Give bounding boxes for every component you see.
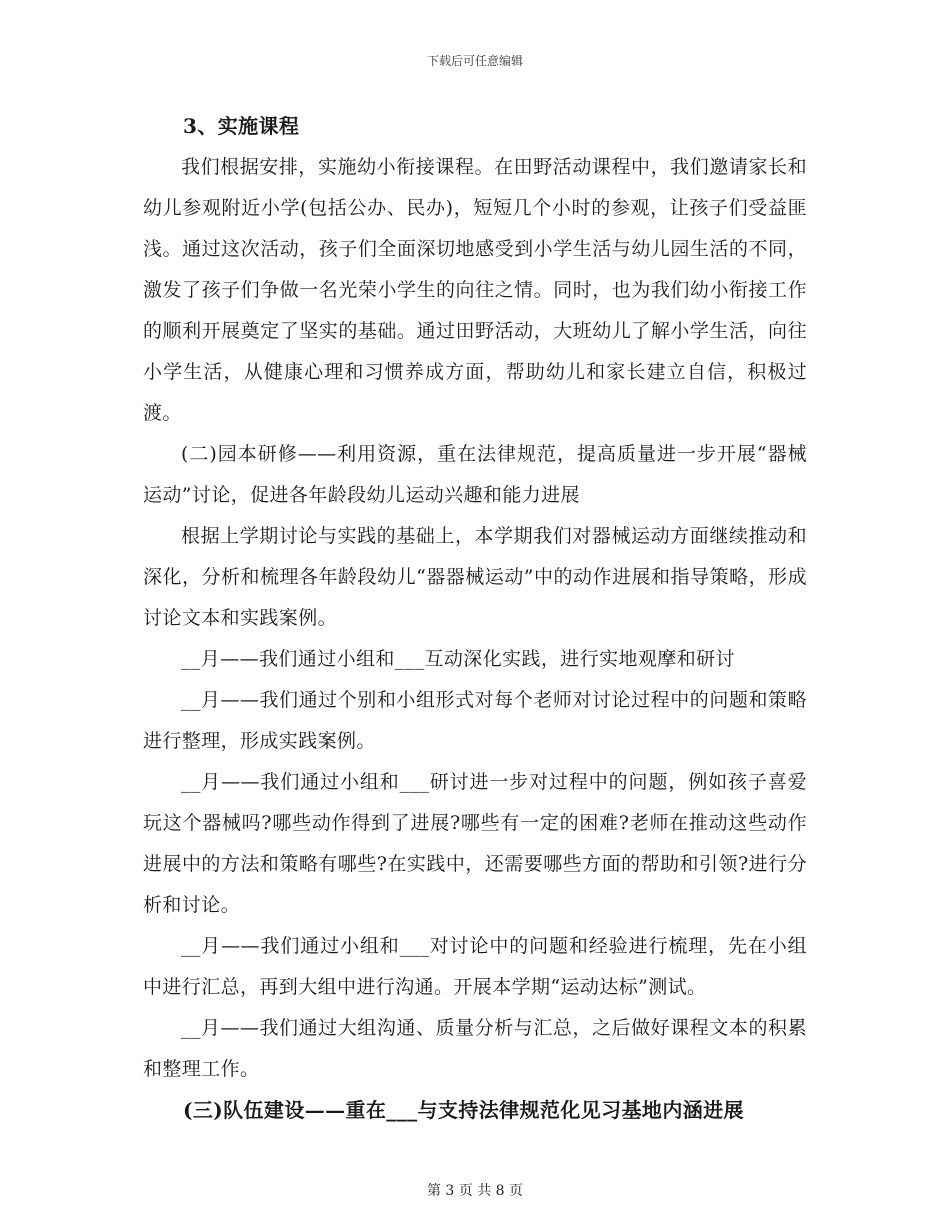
paragraph-month-5: __月——我们通过大组沟通、质量分析与汇总，之后做好课程文本的积累和整理工作。 [143,1017,807,1080]
paragraph-month-1: __月——我们通过小组和___互动深化实践，进行实地观摩和研讨 [181,648,735,670]
paragraph-month-3: __月——我们通过小组和___研讨进一步对过程中的问题，例如孩子喜爱玩这个器械吗?哪些动作得到了进展?哪些有一定的困难?老师在推动这些动作进展中的方法和策略有哪些?在实践中，还需要哪些方面的帮助和引领?进行分析和讨论。 [143,771,807,916]
paragraph-month-2: __月——我们通过个别和小组形式对每个老师对讨论过程中的问题和策略进行整理，形成实践案例。 [143,689,807,752]
section-heading-implement-course: 3、实施课程 [183,114,300,138]
paragraph-research-intro: 根据上学期讨论与实践的基础上，本学期我们对器械运动方面继续推动和深化，分析和梳理各年龄段幼儿“器器械运动”中的动作进展和指导策略，形成讨论文本和实践案例。 [143,525,807,629]
page-number-footer: 第 3 页 共 8 页 [426,1183,524,1199]
paragraph-research-heading: (二)园本研修——利用资源，重在法律规范，提高质量进一步开展“器械运动”讨论，促进各年龄段幼儿运动兴趣和能力进展 [143,443,807,506]
paragraph-course-implementation: 我们根据安排，实施幼小衔接课程。在田野活动课程中，我们邀请家长和幼儿参观附近小学(包括公办、民办)，短短几个小时的参观，让孩子们受益匪浅。通过这次活动，孩子们全面深切地感受到小学生活与幼儿园生活的不同，激发了孩子们争做一名光荣小学生的向往之情。同时，也为我们幼小衔接工作的顺利开展奠定了坚实的基础。通过田野活动，大班幼儿了解小学生活，向往小学生活，从健康心理和习惯养成方面，帮助幼儿和家长建立自信，积极过渡。 [143,156,807,424]
document-body [143,106,807,1131]
paragraph-month-4: __月——我们通过小组和___对讨论中的问题和经验进行梳理，先在小组中进行汇总，再到大组中进行沟通。开展本学期“运动达标”测试。 [143,935,807,998]
page-header-note: 下载后可任意编辑 [426,54,523,68]
section-heading-team-building: (三)队伍建设——重在___与支持法律规范化见习基地内涵进展 [183,1098,744,1122]
